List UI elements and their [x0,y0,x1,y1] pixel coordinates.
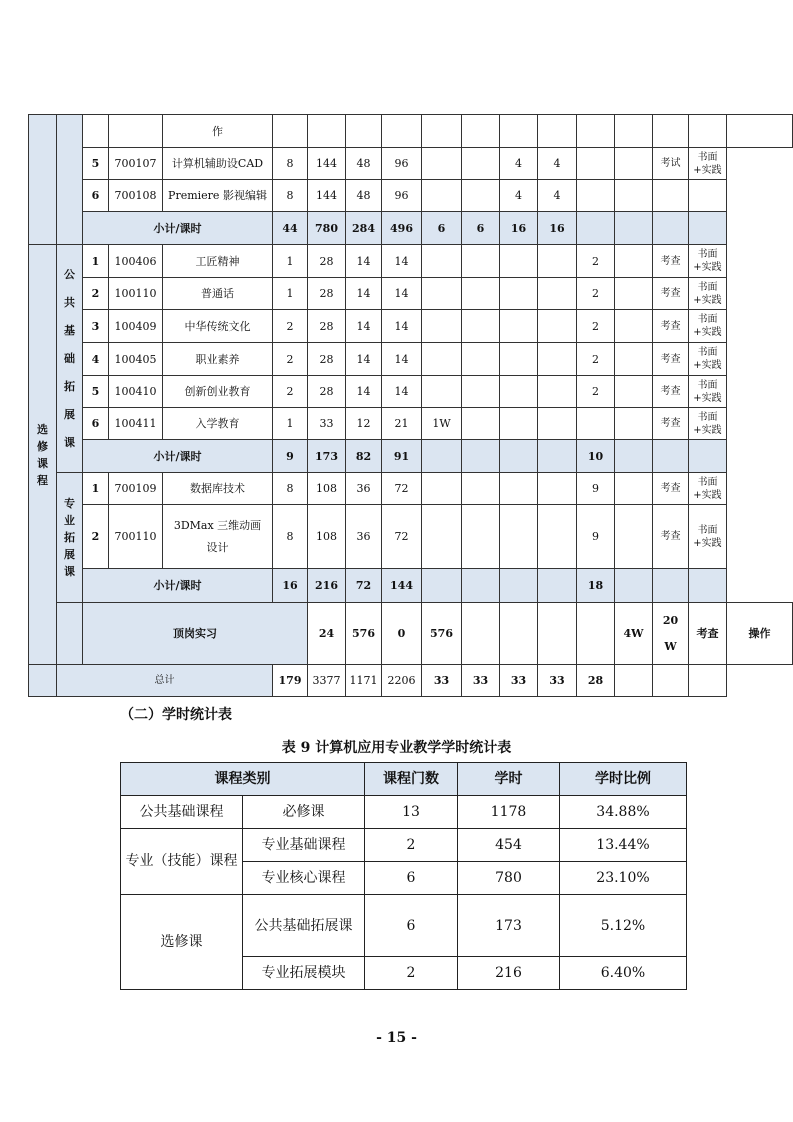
category-cell-blank [29,115,57,245]
vertical-char: 程 [37,473,48,487]
subtotal-row: 小计/课时 9 173 82 91 10 [29,440,793,473]
subtotal-row: 小计/课时 44 780 284 496 6 6 16 16 [29,212,793,245]
vertical-char: 共 [64,295,75,309]
vertical-char: 修 [37,439,48,453]
vertical-char: 业 [64,514,75,527]
vertical-char: 课 [64,435,75,449]
vertical-char: 选 [37,422,48,436]
vertical-char: 基 [64,323,75,337]
group-major-ext [57,473,83,603]
table-row: 公共基础课程 必修课 13 1178 34.88% [121,796,687,829]
group-cell-blank [57,115,83,245]
internship-row: 顶岗实习 24 576 0 576 4W 20 W 考查 操作 [29,603,793,665]
table-row: 专业（技能）课程 专业基础课程 2 454 13.44% [121,829,687,862]
table-row: 2 100110 普通话 1 28 14 14 2 考查 书面+实践 [29,278,793,310]
table-row: 2 700110 3DMax 三维动画设计 8 108 36 72 9 考查 书面+实践 [29,505,793,569]
stats-table [120,762,687,990]
vertical-char: 课 [37,456,48,470]
table-row: 5 700107 计算机辅助设CAD 8 144 48 96 4 4 考试 书面+实践 [29,148,793,180]
table-row: 3 100409 中华传统文化 2 28 14 14 2 考查 书面+实践 [29,310,793,343]
table-row: 4 100405 职业素养 2 28 14 14 2 考查 书面+实践 [29,343,793,376]
vertical-char: 础 [64,351,75,365]
subtotal-row: 小计/课时 16 216 72 144 18 [29,569,793,603]
total-row: 总计 179 3377 1171 2206 33 33 33 33 28 [29,665,793,697]
vertical-char: 课 [64,565,75,578]
table-row: 5 100410 创新创业教育 2 28 14 14 2 考查 书面+实践 [29,376,793,408]
table-row: 专 业 拓 展 课 1 700109 数据库技术 8 108 36 72 9 考查 书面+实践 [29,473,793,505]
table-header-row: 课程类别 课程门数 学时 学时比例 [121,763,687,796]
table-row: 选修课 公共基础拓展课 6 173 5.12% [121,895,687,957]
section-title: （二）学时统计表 [120,707,232,723]
table-row: 专业拓展模块 2 216 6.40% [121,957,687,990]
group-public-ext [57,245,83,473]
vertical-char: 展 [64,407,75,421]
page-number: - 15 - [376,1030,417,1046]
vertical-char: 公 [64,267,75,281]
vertical-char: 展 [64,548,75,561]
vertical-char: 专 [64,497,75,510]
table-caption: 表 9 计算机应用专业教学学时统计表 [281,740,512,756]
vertical-char: 拓 [64,531,75,544]
table-row: 6 700108 Premiere 影视编辑 8 144 48 96 4 4 [29,180,793,212]
course-plan-table [28,114,793,697]
category-elective [29,245,57,665]
table-row: 6 100411 入学教育 1 33 12 21 1W 考查 书面+实践 [29,408,793,440]
table-row: 选 修 课 程 公 共 基 础 拓 展 课 1 100406 工匠精神 1 28 14 14 2 考查 书面+实践 [29,245,793,278]
vertical-char: 拓 [64,379,75,393]
course-name: 作 [163,115,273,148]
table-row: 专业核心课程 6 780 23.10% [121,862,687,895]
